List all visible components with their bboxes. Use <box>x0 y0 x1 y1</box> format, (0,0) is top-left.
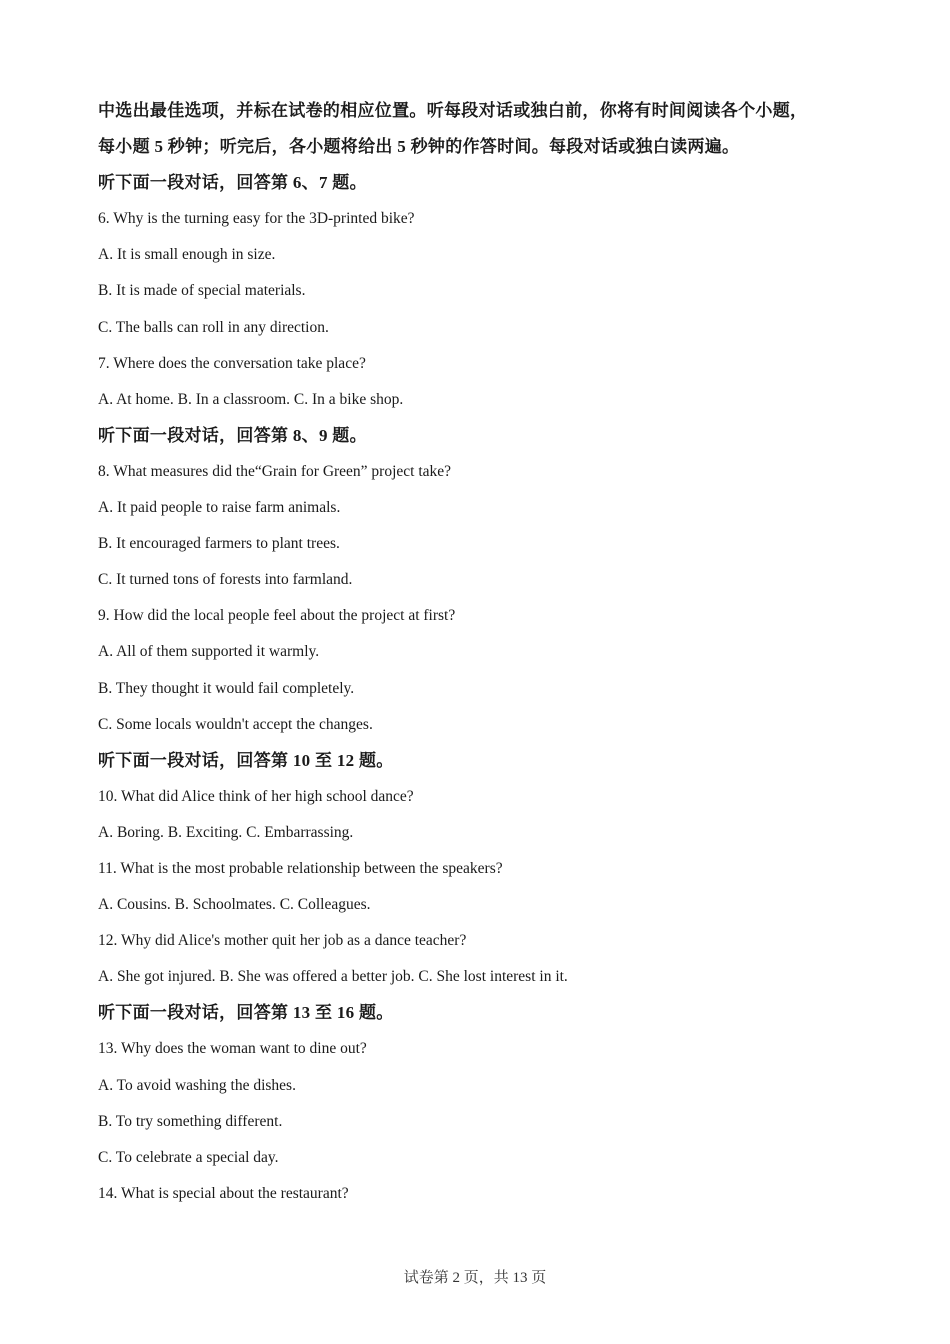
exam-page <box>98 93 878 1212</box>
page-footer: 试卷第 2 页，共 13 页 <box>403 1270 547 1286</box>
answer-option: C. Some locals wouldn't accept the changes. <box>98 715 373 733</box>
question-text: 14. What is special about the restaurant? <box>98 1184 349 1202</box>
section-heading: 听下面一段对话，回答第 13 至 16 题。 <box>98 1003 394 1023</box>
question-text: 7. Where does the conversation take place? <box>98 354 366 372</box>
answer-option: A. It is small enough in size. <box>98 246 276 264</box>
answer-option: B. It is made of special materials. <box>98 282 306 300</box>
answer-option: C. The balls can roll in any direction. <box>98 318 329 336</box>
answer-option: B. It encouraged farmers to plant trees. <box>98 535 340 553</box>
answer-option: A. All of them supported it warmly. <box>98 643 320 661</box>
answer-option: A. To avoid washing the dishes. <box>98 1076 296 1094</box>
answer-option: A. It paid people to raise farm animals. <box>98 499 341 517</box>
answer-option: B. They thought it would fail completely. <box>98 679 355 697</box>
question-text: 12. Why did Alice's mother quit her job as a dance teacher? <box>98 932 467 950</box>
answer-option: A. Cousins. B. Schoolmates. C. Colleagues. <box>98 896 371 914</box>
question-text: 9. How did the local people feel about the project at first? <box>98 607 456 625</box>
answer-option: B. To try something different. <box>98 1112 283 1130</box>
section-heading: 听下面一段对话，回答第 8、9 题。 <box>98 425 367 445</box>
section-heading: 听下面一段对话，回答第 6、7 题。 <box>98 173 367 193</box>
answer-option: A. She got injured. B. She was offered a better job. C. She lost interest in it. <box>98 968 568 986</box>
question-text: 8. What measures did the“Grain for Green” project take? <box>98 462 452 480</box>
answer-option: C. To celebrate a special day. <box>98 1148 279 1166</box>
question-text: 6. Why is the turning easy for the 3D-printed bike? <box>98 210 415 228</box>
answer-option: A. At home. B. In a classroom. C. In a bike shop. <box>98 390 404 408</box>
answer-option: C. It turned tons of forests into farmland. <box>98 571 353 589</box>
question-text: 11. What is the most probable relationship between the speakers? <box>98 859 503 877</box>
intro-line: 每小题 5 秒钟；听完后，各小题将给出 5 秒钟的作答时间。每段对话或独白读两遍。 <box>98 137 740 157</box>
section-heading: 听下面一段对话，回答第 10 至 12 题。 <box>98 750 394 770</box>
answer-option: A. Boring. B. Exciting. C. Embarrassing. <box>98 823 354 841</box>
question-text: 10. What did Alice think of her high school dance? <box>98 787 414 805</box>
intro-line: 中选出最佳选项，并标在试卷的相应位置。听每段对话或独白前，你将有时间阅读各个小题， <box>98 101 808 120</box>
question-text: 13. Why does the woman want to dine out? <box>98 1040 367 1058</box>
